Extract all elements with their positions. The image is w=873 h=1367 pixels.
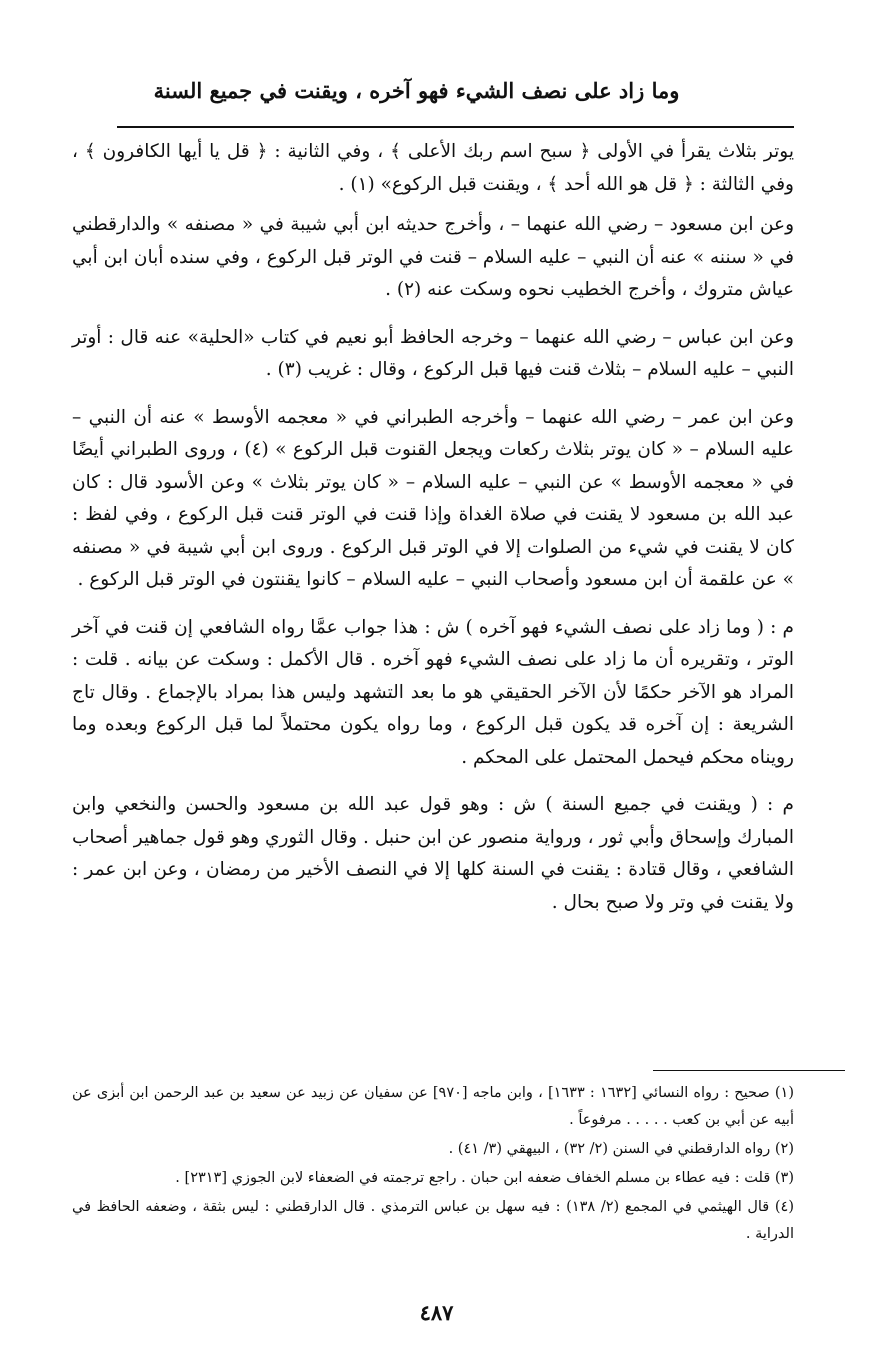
footnote: (١) صحيح : رواه النسائي [١٦٣٢ : ١٦٣٣] ، وابن ماجه [٩٧٠] عن سفيان عن زبيد عن سعيد بن عبد الرحمن ابن أبزى عن أبيه عن أبي بن كعب . . . . . مرفوعاً . — [72, 1085, 794, 1128]
footnote: (٤) قال الهيثمي في المجمع (٢/ ١٣٨) : فيه سهل بن عباس الترمذي . قال الدارقطني : ليس بثقة ، وضعفه الحافظ في الدراية . — [72, 1199, 794, 1242]
footnote-rule — [653, 1070, 845, 1071]
page-number: ٤٨٧ — [419, 1300, 454, 1325]
running-head: وما زاد على نصف الشيء فهو آخره ، ويقنت في جميع السنة — [153, 78, 680, 103]
footnote: (٢) رواه الدارقطني في السنن (٢/ ٣٢) ، البيهقي (٣/ ٤١) . — [448, 1141, 794, 1157]
paragraph: وعن ابن عباس – رضي الله عنهما – وخرجه الحافظ أبو نعيم في كتاب «الحلية» عنه قال : أوتر النبي – عليه السلام – بثلاث قنت فيها قبل الركوع ، وقال : غريب (٣) . — [72, 326, 794, 380]
paragraph: وعن ابن مسعود – رضي الله عنهما – ، وأخرج حديثه ابن أبي شيبة في « مصنفه » والدارقطني في « سننه » عنه أن النبي – عليه السلام – قنت في الوتر قبل الركوع ، وفي سنده أبان ابن أبي عياش متروك ، وأخرج الخطيب نحوه وسكت عنه (٢) . — [72, 214, 794, 300]
paragraph: م : ( وما زاد على نصف الشيء فهو آخره ) ش : هذا جواب عمَّا رواه الشافعي إن قنت في آخر الوتر ، وتقريره أن ما زاد على نصف الشيء فهو آخره . قال الأكمل : وسكت عن بيانه . قلت : المراد هو الآخر حكمًا لأن الآخر الحقيقي هو ما بعد التشهد وليس هذا بمراد بالإجماع . وقال تاج الشريعة : إن آخره قد يكون قبل الركوع ، وما رواه يكون محتملاً لما قبل الركوع وبعده وما رويناه محكم فيحمل المحتمل على المحكم . — [72, 616, 794, 768]
footnote: (٣) قلت : فيه عطاء بن مسلم الخفاف ضعفه ابن حبان . راجع ترجمته في الضعفاء لابن الجوزي [٢٣١٣] . — [175, 1170, 794, 1186]
paragraph: يوتر بثلاث يقرأ في الأولى ﴿ سبح اسم ربك الأعلى ﴾ ، وفي الثانية : ﴿ قل يا أيها الكافرون ﴾ ، وفي الثالثة : ﴿ قل هو الله أحد ﴾ ، ويقنت قبل الركوع» (١) . — [72, 141, 794, 195]
main-text — [72, 136, 794, 934]
paragraph: وعن ابن عمر – رضي الله عنهما – وأخرجه الطبراني في « معجمه الأوسط » عنه أن النبي – عليه السلام – « كان يوتر بثلاث ركعات ويجعل القنوت قبل الركوع » (٤) ، وروى الطبراني أيضًا في « معجمه الأوسط » عن النبي – عليه السلام – « كان يوتر بثلاث » وعن الأسود قال : كان عبد الله بن مسعود لا يقنت في صلاة الغداة وإذا قنت في الوتر قنت قبل الركوع ، وفي لفظ : كان لا يقنت في شيء من الصلوات إلا في الوتر قبل الركوع . وروى ابن أبي شيبة في « مصنفه » عن علقمة أن ابن مسعود وأصحاب النبي – عليه السلام – كانوا يقنتون في الوتر قبل الركوع . — [72, 406, 794, 590]
paragraph: م : ( ويقنت في جميع السنة ) ش : وهو قول عبد الله بن مسعود والحسن والنخعي وابن المبارك وإسحاق وأبي ثور ، ورواية منصور عن ابن حنبل . وقال الثوري وهو قول جماهير أصحاب الشافعي ، وقال قتادة : يقنت في السنة كلها إلا في النصف الأخير من رمضان ، وعن ابن عمر : ولا يقنت في وتر ولا صبح بحال . — [72, 794, 794, 913]
footnotes — [72, 1080, 794, 1250]
header-rule — [117, 126, 794, 128]
